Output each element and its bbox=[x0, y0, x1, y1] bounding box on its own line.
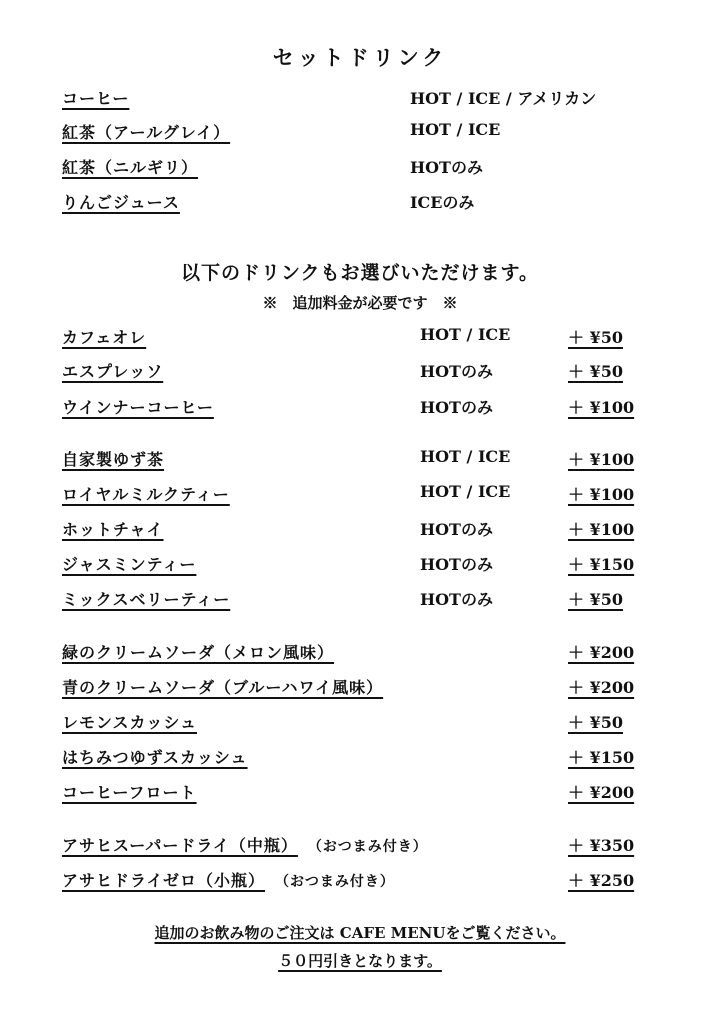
extra-drink-row bbox=[0, 833, 720, 857]
extra-drink-row bbox=[0, 868, 720, 892]
drink-price: ＋ ¥250 bbox=[568, 871, 635, 890]
drink-price: ＋ ¥100 bbox=[568, 450, 635, 469]
drink-name: ミックスベリーティー bbox=[62, 590, 231, 609]
drink-price: ＋ ¥150 bbox=[568, 748, 635, 767]
drink-price: ＋ ¥100 bbox=[568, 520, 635, 539]
extra-drink-row bbox=[0, 640, 720, 664]
drink-name: 紅茶（ニルギリ） bbox=[62, 158, 199, 177]
drink-name: はちみつゆずスカッシュ bbox=[62, 748, 248, 767]
set-drink-row bbox=[0, 155, 720, 179]
extra-fee-note: ※ 追加料金が必要です ※ bbox=[262, 294, 458, 312]
drink-name: レモンスカッシュ bbox=[62, 713, 198, 732]
extra-drink-row bbox=[0, 325, 720, 349]
extra-drink-row bbox=[0, 710, 720, 734]
drink-name: カフェオレ bbox=[62, 328, 147, 347]
extra-drink-row bbox=[0, 517, 720, 541]
extra-drink-row bbox=[0, 482, 720, 506]
drink-name: コーヒーフロート bbox=[62, 783, 197, 802]
drink-price: ＋ ¥200 bbox=[568, 678, 635, 697]
drink-name: ウインナーコーヒー bbox=[62, 398, 214, 417]
drink-note: （おつまみ付き） bbox=[275, 874, 395, 890]
extra-heading: 以下のドリンクもお選びいただけます。 bbox=[180, 262, 540, 284]
extra-drink-row bbox=[0, 447, 720, 471]
set-drink-row bbox=[0, 120, 720, 144]
drink-price: ＋ ¥50 bbox=[568, 362, 623, 381]
drink-name: ロイヤルミルクティー bbox=[62, 485, 230, 504]
extra-drink-row bbox=[0, 745, 720, 769]
drink-name: エスプレッソ bbox=[62, 362, 164, 381]
drink-price: ＋ ¥100 bbox=[568, 398, 635, 417]
drink-price: ＋ ¥200 bbox=[568, 643, 635, 662]
drink-options: ICEのみ bbox=[410, 193, 475, 212]
drink-options: HOT / ICE / アメリカン bbox=[410, 89, 597, 108]
drink-price: ＋ ¥50 bbox=[568, 713, 623, 732]
drink-name: アサヒドライゼロ（小瓶） （おつまみ付き） bbox=[62, 871, 395, 890]
drink-price: ＋ ¥100 bbox=[568, 485, 635, 504]
drink-name: 紅茶（アールグレイ） bbox=[62, 123, 231, 142]
drink-options: HOT / ICE bbox=[420, 325, 511, 344]
drink-price: ＋ ¥200 bbox=[568, 783, 635, 802]
footer-line-2: ５０円引きとなります。 bbox=[278, 952, 442, 970]
drink-name: アサヒスーパードライ（中瓶） （おつまみ付き） bbox=[62, 836, 428, 855]
extra-drink-row bbox=[0, 395, 720, 419]
drink-name: ホットチャイ bbox=[62, 520, 164, 539]
extra-drink-row bbox=[0, 587, 720, 611]
drink-options: HOTのみ bbox=[420, 555, 493, 574]
drink-name: りんごジュース bbox=[62, 193, 180, 212]
drink-options: HOTのみ bbox=[410, 158, 483, 177]
extra-drink-row bbox=[0, 780, 720, 804]
set-drink-row bbox=[0, 86, 720, 110]
drink-options: HOT / ICE bbox=[420, 447, 511, 466]
drink-name: 緑のクリームソーダ（メロン風味） bbox=[62, 643, 335, 662]
drink-options: HOTのみ bbox=[420, 362, 493, 381]
extra-drink-row bbox=[0, 675, 720, 699]
drink-options: HOTのみ bbox=[420, 398, 493, 417]
drink-price: ＋ ¥350 bbox=[568, 836, 635, 855]
footer-line-1: 追加のお飲み物のご注文は CAFE MENUをご覧ください。 bbox=[154, 924, 566, 942]
drink-name: 青のクリームソーダ（ブルーハワイ風味） bbox=[62, 678, 384, 697]
drink-price: ＋ ¥50 bbox=[568, 328, 623, 347]
drink-options: HOT / ICE bbox=[420, 482, 511, 501]
drink-name: コーヒー bbox=[62, 89, 130, 108]
drink-note: （おつまみ付き） bbox=[307, 839, 428, 855]
set-drink-row bbox=[0, 190, 720, 214]
drink-options: HOTのみ bbox=[420, 520, 493, 539]
extra-drink-row bbox=[0, 552, 720, 576]
drink-name: ジャスミンティー bbox=[62, 555, 197, 574]
extra-drink-row bbox=[0, 359, 720, 383]
drink-options: HOTのみ bbox=[420, 590, 493, 609]
drink-name: 自家製ゆず茶 bbox=[62, 450, 165, 469]
drink-price: ＋ ¥150 bbox=[568, 555, 635, 574]
drink-options: HOT / ICE bbox=[410, 120, 501, 139]
drink-price: ＋ ¥50 bbox=[568, 590, 623, 609]
menu-title: セットドリンク bbox=[272, 45, 448, 70]
